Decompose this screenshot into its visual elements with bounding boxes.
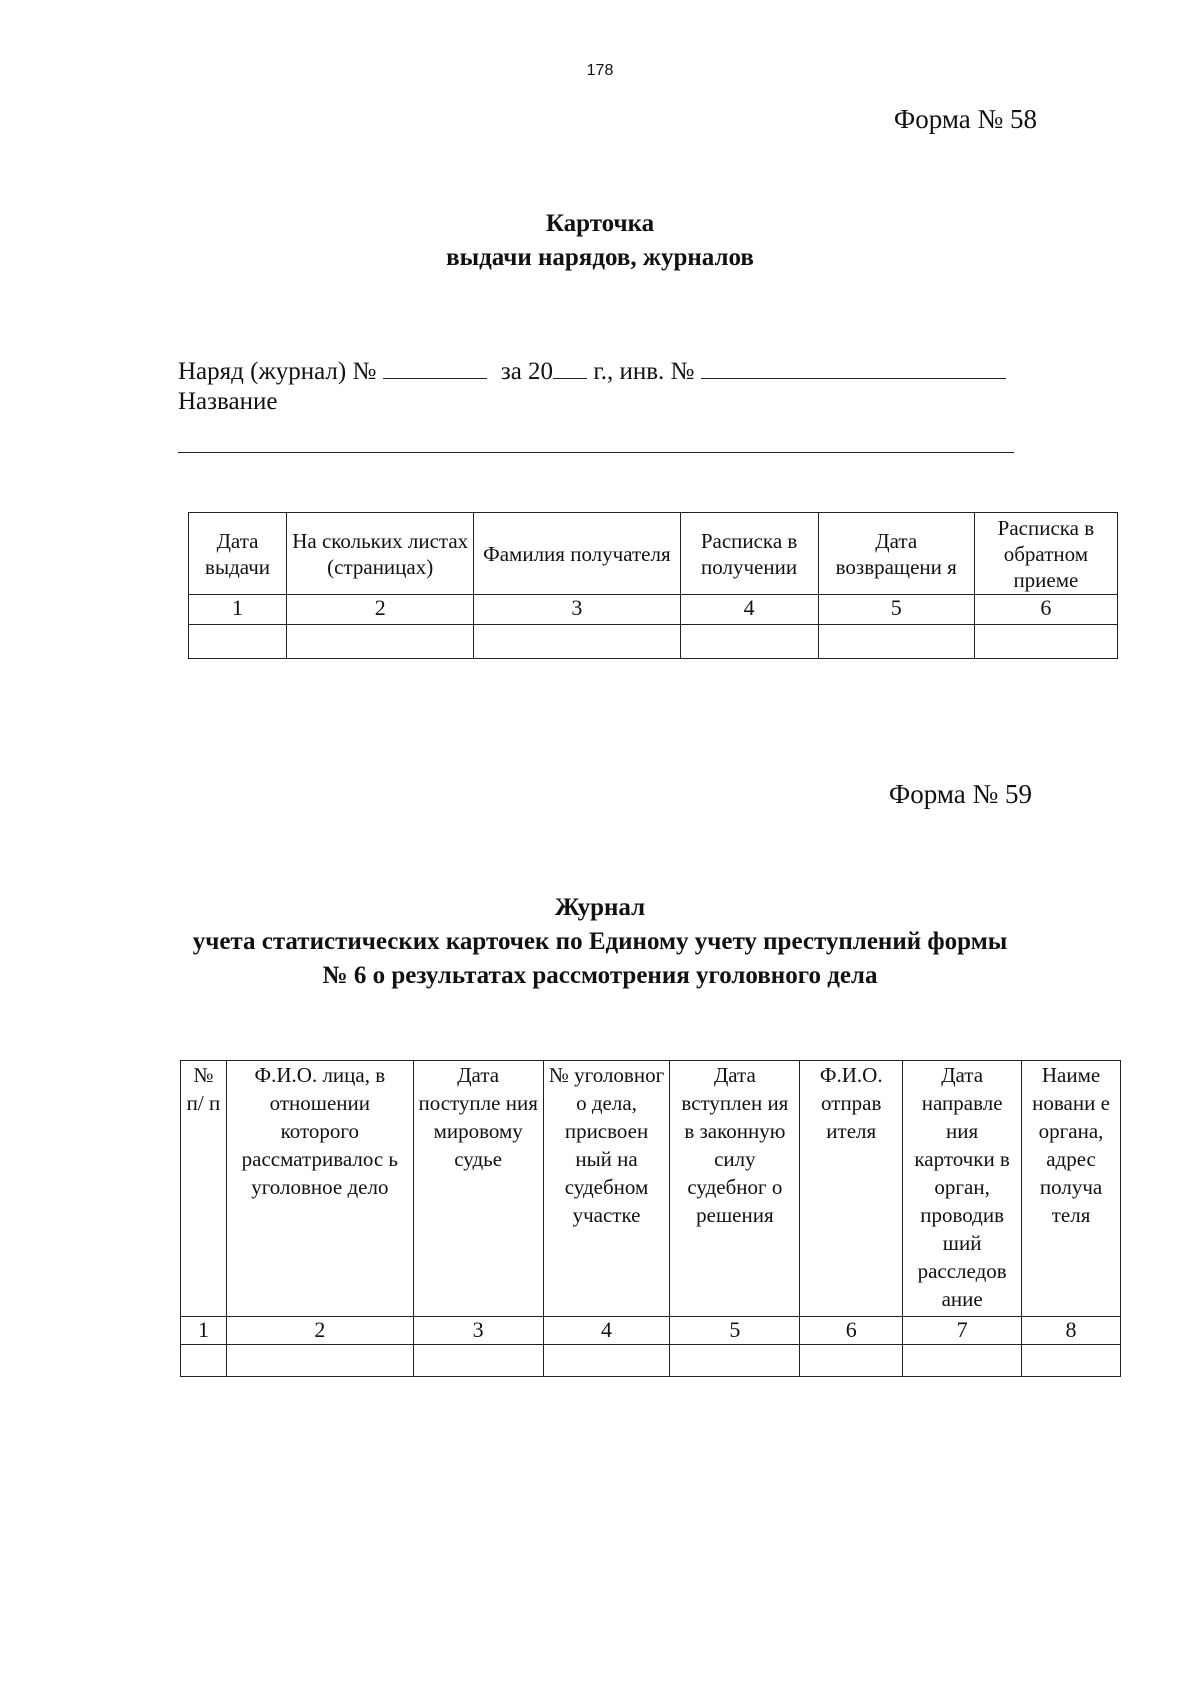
year-prefix: за 20 <box>500 358 554 385</box>
journal-number-blank[interactable] <box>383 356 487 379</box>
journal-number-label: Наряд (журнал) № <box>178 358 377 385</box>
form-58-label: Форма № 58 <box>893 104 1037 134</box>
form-58-title <box>0 207 1200 275</box>
empty-cell[interactable] <box>189 625 287 659</box>
column-number: 1 <box>181 1317 227 1345</box>
form-58-title-line2: выдачи нарядов, журналов <box>446 244 754 271</box>
inventory-label: г., инв. № <box>593 358 695 385</box>
empty-cell[interactable] <box>181 1345 227 1377</box>
column-number: 3 <box>474 595 680 625</box>
empty-cell[interactable] <box>974 625 1117 659</box>
year-blank[interactable] <box>553 356 587 379</box>
empty-cell[interactable] <box>413 1345 543 1377</box>
form-59-empty-row <box>181 1345 1121 1377</box>
column-number: 8 <box>1022 1317 1121 1345</box>
header-sender-name: Ф.И.О. отправ ителя <box>800 1061 903 1317</box>
column-number: 6 <box>974 595 1117 625</box>
header-row-number: № п/ п <box>181 1061 227 1317</box>
column-number: 6 <box>800 1317 903 1345</box>
form-59-title-line3: № 6 о результатах рассмотрения уголовного дела <box>322 962 878 989</box>
column-number: 2 <box>226 1317 413 1345</box>
empty-cell[interactable] <box>680 625 818 659</box>
empty-cell[interactable] <box>818 625 974 659</box>
header-return-signature: Расписка в обратном приеме <box>974 513 1117 595</box>
header-person-name: Ф.И.О. лица, в отношении которого рассматривалос ь уголовное дело <box>226 1061 413 1317</box>
column-number: 3 <box>413 1317 543 1345</box>
form-59-title-line1: Журнал <box>554 894 646 921</box>
empty-cell[interactable] <box>800 1345 903 1377</box>
header-effective-date: Дата вступлен ия в законную силу судебног о решения <box>670 1061 800 1317</box>
column-number: 1 <box>189 595 287 625</box>
empty-cell[interactable] <box>474 625 680 659</box>
header-recipient-surname: Фамилия получателя <box>474 513 680 595</box>
header-sending-date: Дата направле ния карточки в орган, проводив ший расследов ание <box>903 1061 1022 1317</box>
form-58-title-line1: Карточка <box>545 210 655 237</box>
empty-cell[interactable] <box>226 1345 413 1377</box>
empty-cell[interactable] <box>1022 1345 1121 1377</box>
inventory-number-blank[interactable] <box>701 356 1006 379</box>
header-issue-date: Дата выдачи <box>189 513 287 595</box>
form-59-title <box>0 891 1200 993</box>
column-number: 2 <box>287 595 474 625</box>
column-number: 4 <box>680 595 818 625</box>
column-number: 7 <box>903 1317 1022 1345</box>
column-number: 5 <box>670 1317 800 1345</box>
column-number: 5 <box>818 595 974 625</box>
header-return-date: Дата возвращени я <box>818 513 974 595</box>
header-receipt-date: Дата поступле ния мировому судье <box>413 1061 543 1317</box>
header-recipient-organ: Наиме новани е органа, адрес получа теля <box>1022 1061 1121 1317</box>
page-number: 178 <box>586 62 614 79</box>
empty-cell[interactable] <box>543 1345 670 1377</box>
form-59-number-row <box>181 1317 1121 1345</box>
form-58-header-row <box>189 513 1118 595</box>
header-receipt-signature: Расписка в получении <box>680 513 818 595</box>
form-58-empty-row <box>189 625 1118 659</box>
empty-cell[interactable] <box>903 1345 1022 1377</box>
name-blank[interactable] <box>178 452 1014 453</box>
form-59-label: Форма № 59 <box>888 779 1032 809</box>
column-number: 4 <box>543 1317 670 1345</box>
name-label: Название <box>178 388 278 415</box>
header-case-number: № уголовног о дела, присвоен ный на судебном участке <box>543 1061 670 1317</box>
empty-cell[interactable] <box>670 1345 800 1377</box>
form-59-title-line2: учета статистических карточек по Единому учету преступлений формы <box>192 928 1008 955</box>
empty-cell[interactable] <box>287 625 474 659</box>
header-sheets-count: На скольких листах (страницах) <box>287 513 474 595</box>
form-59-header-row <box>181 1061 1121 1317</box>
journal-number-line <box>178 356 1006 386</box>
form-59-table <box>180 1060 1121 1377</box>
form-58-number-row <box>189 595 1118 625</box>
form-58-table <box>188 512 1118 659</box>
